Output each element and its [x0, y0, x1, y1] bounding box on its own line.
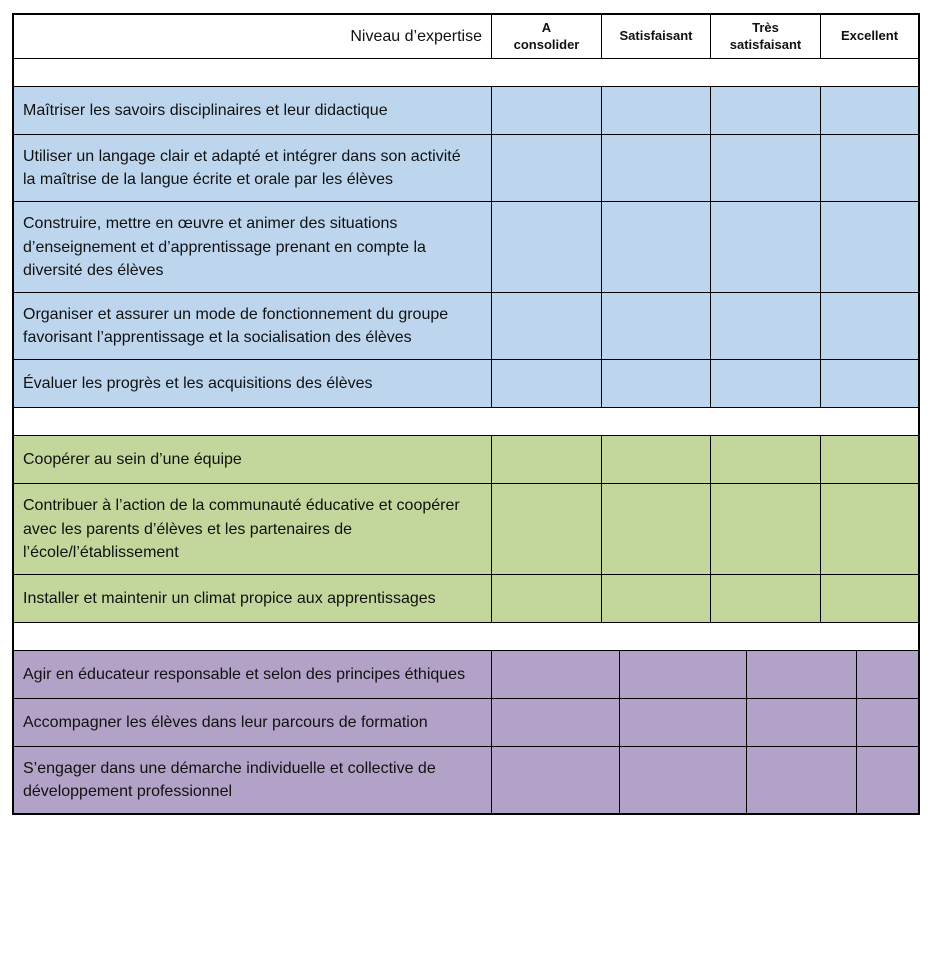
competency-label-text: Maîtriser les savoirs disciplinaires et leur didactique: [23, 101, 388, 119]
header-col-a-consolider: A consolider: [491, 15, 601, 58]
score-cell: [710, 484, 820, 574]
score-cell: [820, 360, 918, 407]
competency-label: [14, 699, 491, 746]
table-row: [14, 359, 918, 407]
table-row: [14, 698, 918, 746]
section-savoirs-enseignement: [14, 86, 918, 408]
competency-label-text: Évaluer les progrès et les acquisitions des élèves: [23, 375, 373, 393]
table-header-row: [14, 15, 918, 59]
score-cell: [820, 484, 918, 574]
competency-label-text: Installer et maintenir un climat propice aux apprentissages: [23, 589, 436, 607]
competency-label-text: S’engager dans une démarche individuelle et collective de développement professionnel: [23, 759, 436, 801]
competency-label: [14, 360, 491, 407]
score-cell: [820, 293, 918, 359]
header-col-excellent: Excellent: [820, 15, 918, 58]
competency-label: [14, 87, 491, 134]
score-cell: [601, 87, 710, 134]
header-col-satisfaisant: Satisfaisant: [601, 15, 710, 58]
score-cell: [601, 575, 710, 622]
score-cell: [491, 87, 601, 134]
score-cell: [746, 699, 856, 746]
score-cell: [710, 135, 820, 201]
table-row: [14, 574, 918, 622]
competency-label: [14, 202, 491, 292]
score-cell: [491, 436, 601, 483]
score-cell: [491, 293, 601, 359]
spacer-row: [14, 408, 918, 435]
header-col-tres-satisfaisant: Très satisfaisant: [710, 15, 820, 58]
table-row: [14, 436, 918, 483]
score-cell: [856, 651, 918, 698]
score-cell: [491, 747, 619, 813]
score-cell: [710, 202, 820, 292]
competency-label: [14, 747, 491, 813]
score-cell: [491, 135, 601, 201]
table-row: [14, 483, 918, 574]
score-cell: [820, 202, 918, 292]
table-row: [14, 746, 918, 813]
score-cell: [491, 575, 601, 622]
score-cell: [746, 747, 856, 813]
score-cell: [820, 87, 918, 134]
competency-label: [14, 436, 491, 483]
score-cell: [491, 484, 601, 574]
expertise-level-table: [12, 13, 920, 815]
competency-label-text: Organiser et assurer un mode de fonctionnement du groupe favorisant l’apprentissage et la socialisation des élèves: [23, 305, 449, 347]
score-cell: [710, 436, 820, 483]
header-niveau-expertise-label: Niveau d’expertise: [350, 27, 482, 45]
competency-label-text: Coopérer au sein d’une équipe: [23, 451, 242, 469]
table-row: [14, 87, 918, 134]
score-cell: [820, 436, 918, 483]
competency-label: [14, 651, 491, 698]
score-cell: [491, 202, 601, 292]
score-cell: [710, 575, 820, 622]
table-row: [14, 292, 918, 359]
score-cell: [619, 651, 746, 698]
competency-label-text: Utiliser un langage clair et adapté et intégrer dans son activité la maîtrise de la langue écrite et orale par les élèves: [23, 148, 461, 189]
score-cell: [601, 135, 710, 201]
table-sections: [14, 86, 918, 813]
competency-label: [14, 135, 491, 201]
score-cell: [491, 651, 619, 698]
score-cell: [746, 651, 856, 698]
competency-label-text: Agir en éducateur responsable et selon des principes éthiques: [23, 665, 466, 683]
table-row: [14, 201, 918, 292]
table-row: [14, 134, 918, 201]
score-cell: [820, 575, 918, 622]
competency-label-text: Contribuer à l’action de la communauté éducative et coopérer avec les parents d’élèves et les partenaires de l’école/l’établissement: [23, 497, 460, 561]
score-cell: [601, 360, 710, 407]
score-cell: [710, 360, 820, 407]
table-row: [14, 651, 918, 698]
score-cell: [491, 699, 619, 746]
score-cell: [820, 135, 918, 201]
score-cell: [601, 293, 710, 359]
section-cooperation: [14, 435, 918, 623]
section-ethique-professionnelle: [14, 650, 918, 813]
spacer-row: [14, 623, 918, 650]
spacer-row: [14, 59, 918, 86]
score-cell: [856, 747, 918, 813]
score-cell: [856, 699, 918, 746]
score-cell: [491, 360, 601, 407]
score-cell: [710, 293, 820, 359]
score-cell: [601, 436, 710, 483]
score-cell: [619, 699, 746, 746]
competency-label-text: Construire, mettre en œuvre et animer des situations d’enseignement et d’apprentissage prenant en compte la diversité des élèves: [23, 215, 426, 279]
competency-label: [14, 293, 491, 359]
score-cell: [710, 87, 820, 134]
score-cell: [619, 747, 746, 813]
score-cell: [601, 484, 710, 574]
competency-label: [14, 484, 491, 574]
competency-label-text: Accompagner les élèves dans leur parcours de formation: [23, 713, 428, 731]
competency-label: [14, 575, 491, 622]
score-cell: [601, 202, 710, 292]
